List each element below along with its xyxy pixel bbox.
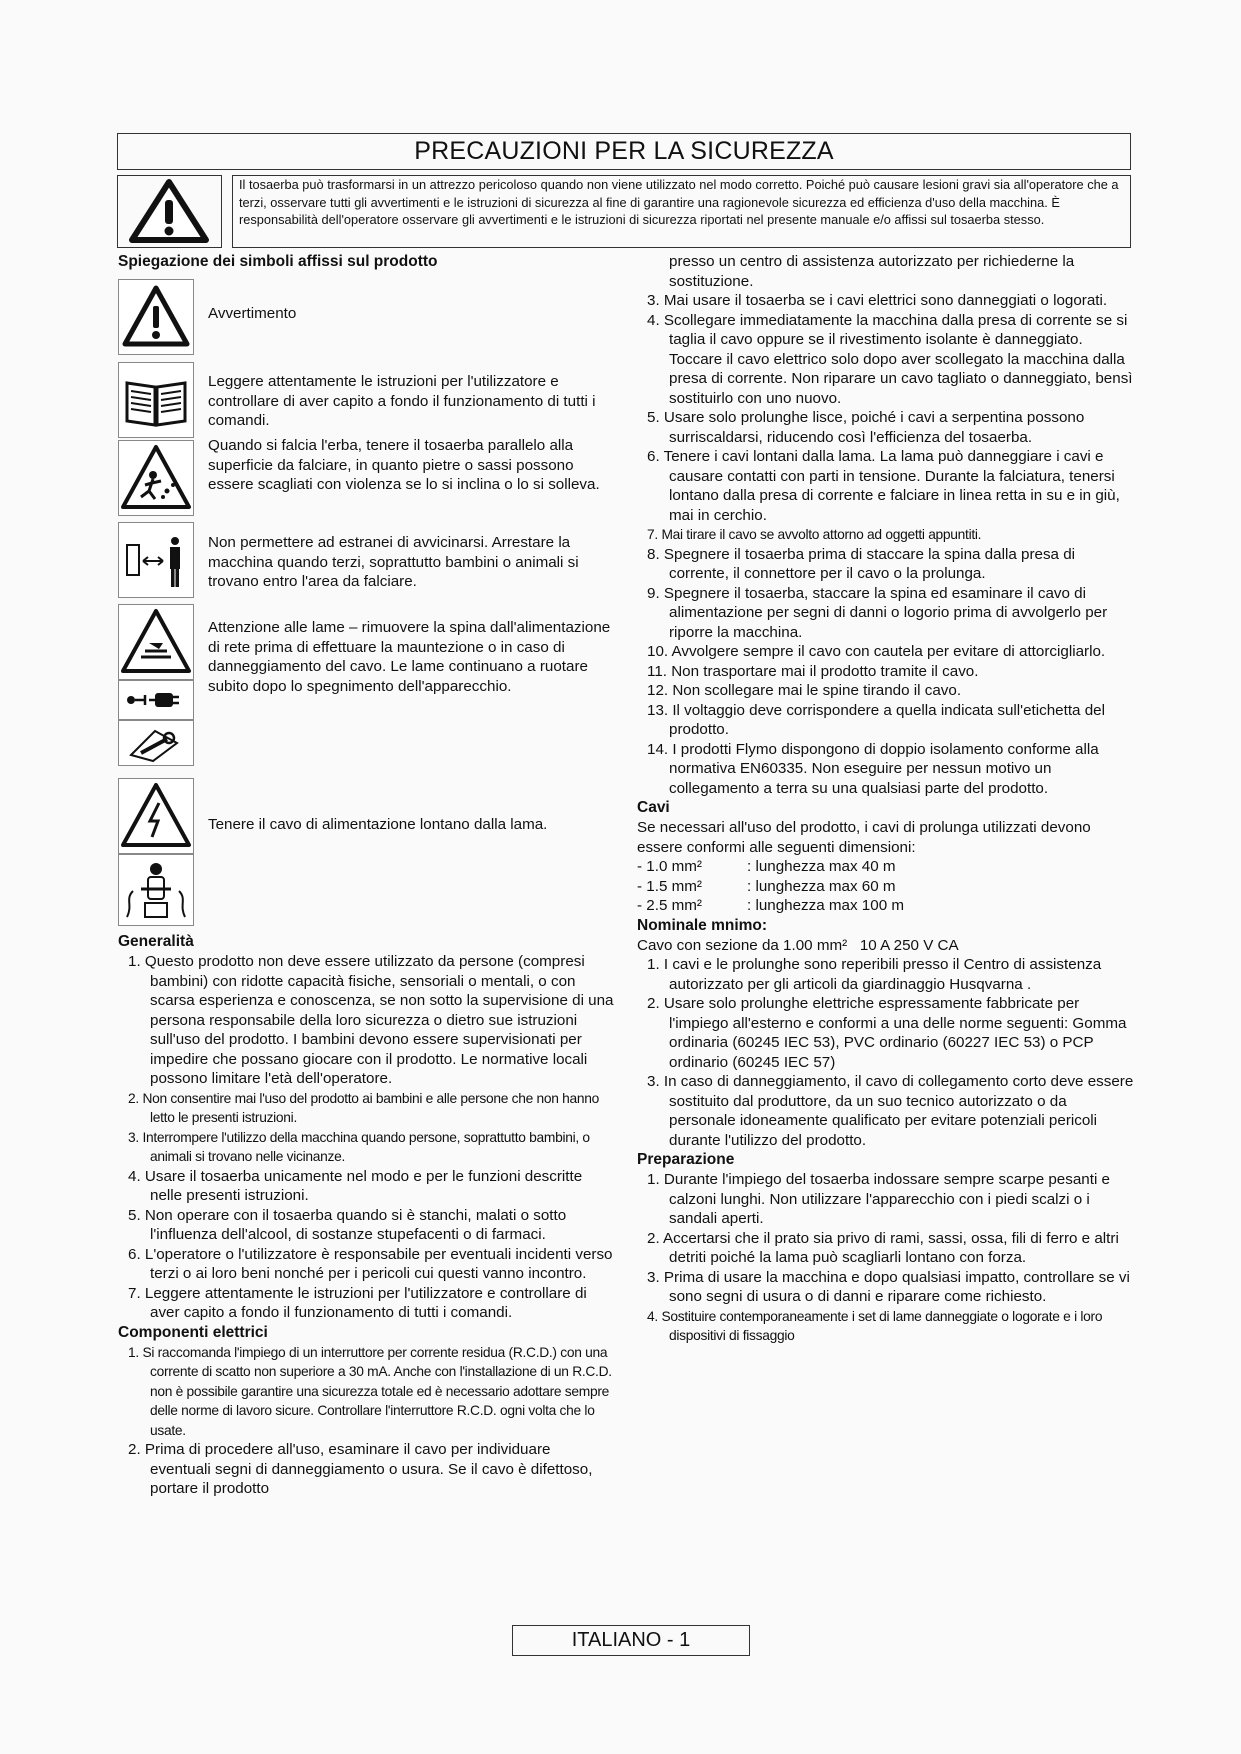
electrical-list-continued	[637, 291, 1134, 798]
list-item: 1. Si raccomanda l'impiego di un interruttore per corrente residua (R.C.D.) con una corrente di scatto non superiore a 30 mA. Anche con l'installazione di un R.C.D. non è possibile garantire una sicurezza totale ed è necessario adottare sempre delle norme di lavoro sicure. Controllare l'interruttore R.C.D. ogni volta che lo usate.	[128, 1344, 612, 1438]
symbol-text: Avvertimento	[208, 305, 297, 322]
list-item: 2. Prima di procedere all'uso, esaminare il cavo per individuare eventuali segni di danneggiamento o usura. Se il cavo è difettoso, portare il prodotto	[128, 1441, 593, 1497]
list-item: 7. Mai tirare il cavo se avvolto attorno ad oggetti appuntiti.	[647, 527, 982, 542]
list-item: 8. Spegnere il tosaerba prima di staccare la spina dalla presa di corrente, il connettore per il cavo o la prolunga.	[647, 545, 1076, 582]
preparazione-heading: Preparazione	[637, 1151, 735, 1168]
list-item: 9. Spegnere il tosaerba, staccare la spina ed esaminare il cavo di alimentazione per segni di danni o logorio prima di avvolgerlo per riporre la macchina.	[647, 584, 1108, 641]
list-item: 3. In caso di danneggiamento, il cavo di collegamento corto deve essere sostituito dal produttore, da un suo tecnico autorizzato o da personale idoneamente qualificato per evitare potenziali pericoli durante l'utilizzo del prodotto.	[647, 1073, 1134, 1149]
page-footer: ITALIANO - 1	[512, 1625, 750, 1656]
keep-distance-icon	[118, 522, 194, 598]
list-item: 1. Questo prodotto non deve essere utilizzato da persone (compresi bambini) con ridotte capacità fisiche, sensoriali o mentali, o con scarsa esperienza e conoscenza, se non sotto la supervisione di una persona responsabile della loro sicurezza o dietro sue istruzioni sull'uso del prodotto. I bambini devono essere supervisionati per impedire che possano giocare con il prodotto. Le normative locali possono limitare l'età dell'operatore.	[128, 953, 614, 1087]
list-item: 5. Non operare con il tosaerba quando si è stanchi, malati o sotto l'influenza dell'alcool, di sostanze stupefacenti o di farmaci.	[128, 1206, 567, 1243]
generalita-heading: Generalità	[118, 933, 194, 950]
list-item: 4. Scollegare immediatamente la macchina dalla presa di corrente se si taglia il cavo oppure se il rivestimento isolante è danneggiato. Toccare il cavo elettrico solo dopo aver scollegato la macchina dalla presa di corrente. Non riparare un cavo tagliato o danneggiato, bensì sostituirlo con uno nuovo.	[647, 311, 1133, 407]
title-box	[117, 133, 1131, 170]
list-item: 3. Mai usare il tosaerba se i cavi elettrici sono danneggiati o logorati.	[647, 292, 1108, 309]
list-item: 11. Non trasportare mai il prodotto tramite il cavo.	[647, 662, 979, 680]
thrown-objects-icon	[118, 440, 194, 516]
continuation-text: presso un centro di assistenza autorizzato per richiederne la sostituzione.	[669, 253, 1075, 290]
manual-book-icon	[118, 362, 194, 438]
list-item: 1. Durante l'impiego del tosaerba indossare sempre scarpe pesanti e calzoni lunghi. Non utilizzare l'apparecchio con i piedi scalzi o i sandali aperti.	[647, 1171, 1111, 1227]
list-item: 13. Il voltaggio deve corrispondere a quella indicata sull'etichetta del prodotto.	[647, 701, 1105, 738]
list-item: 10. Avvolgere sempre il cavo con cautela per evitare di attorcigliarlo.	[647, 643, 1106, 660]
generalita-list	[118, 952, 615, 1323]
cable-size: - 1.0 mm²	[637, 858, 702, 875]
cable-length: : lunghezza max 60 m	[747, 877, 896, 895]
symbol-text: Leggere attentamente le istruzioni per l'utilizzatore e controllare di aver capito a fondo il funzionamento di tutti i comandi.	[208, 373, 596, 429]
list-item: 3. Interrompere l'utilizzo della macchina quando persone, soprattutto bambini, o animali si trovano nelle vicinanze.	[128, 1129, 590, 1164]
list-item: 6. Tenere i cavi lontani dalla lama. La lama può danneggiare i cavi e causare contatti con parti in tensione. Durante la falciatura, tenersi lontano dalla presa di corrente e falciare in linea retta in su e in giù, mai in cerchio.	[647, 448, 1120, 524]
symbol-row-manual	[118, 354, 615, 436]
unplug-icon	[118, 680, 194, 720]
symbol-text: Quando si falcia l'erba, tenere il tosaerba parallelo alla superficie da falciare, in quanto pietre o sassi possono essere scagliati con violenza se lo si inclina o lo si solleva.	[208, 437, 600, 493]
blade-hazard-icon	[118, 604, 194, 680]
warning-icon	[118, 279, 194, 355]
list-item: 2. Usare solo prolunghe elettriche espressamente fabbricate per l'impiego all'esterno e conformi a una delle norme seguenti: Gomma ordinaria (60245 IEC 53), PVC ordinario (60227 IEC 53) o PCP ordinario (60245 IEC 57)	[647, 995, 1127, 1071]
symbols-heading: Spiegazione dei simboli affissi sul prodotto	[118, 253, 438, 270]
maintenance-tool-icon	[118, 720, 194, 766]
left-column	[118, 252, 615, 1499]
cable-length: : lunghezza max 100 m	[747, 897, 905, 914]
symbol-row-blades	[118, 610, 615, 772]
symbol-row-cable	[118, 772, 615, 932]
list-item: 6. L'operatore o l'utilizzatore è responsabile per eventuali incidenti verso terzi o ai loro beni nonché per i pericoli cui questi vanno incontro.	[128, 1245, 613, 1282]
right-column	[637, 252, 1134, 1346]
intro-warning-icon	[117, 175, 222, 248]
cable-size-row	[637, 896, 1134, 916]
cable-size: - 1.5 mm²	[637, 877, 702, 895]
intro-paragraph: Il tosaerba può trasformarsi in un attrezzo pericoloso quando non viene utilizzato nel modo corretto. Poiché può causare lesioni gravi sia all'operatore che a terzi, osservare tutti gli avvertimenti e le istruzioni di sicurezza al fine di garantire una ragionevole sicurezza ed efficienza d'uso della macchina. È responsabilità dell'operatore osservare gli avvertimenti e le istruzioni di sicurezza riportati nel presente manuale e/o affissi sul tosaerba stesso.	[232, 175, 1131, 248]
list-item: 4. Sostituire contemporaneamente i set di lame danneggiate o logorate e i loro dispositivi di fissaggio	[647, 1308, 1103, 1343]
cable-size: - 2.5 mm²	[637, 897, 702, 914]
list-item: 4. Usare il tosaerba unicamente nel modo e per le funzioni descritte nelle presenti istruzioni.	[128, 1167, 583, 1204]
cable-size-row	[637, 877, 1134, 897]
cavi-list	[637, 955, 1134, 1150]
list-item: 2. Accertarsi che il prato sia privo di rami, sassi, ossa, fili di ferro e altri detriti poiché la lama può scagliarli lontano con forza.	[647, 1229, 1119, 1266]
cavi-intro: Se necessari all'uso del prodotto, i cavi di prolunga utilizzati devono essere conformi alle seguenti dimensioni:	[637, 819, 1091, 856]
list-item: 1. I cavi e le prolunghe sono reperibili presso il Centro di assistenza autorizzato per gli articoli da giardinaggio Husqvarna .	[647, 956, 1102, 993]
preparazione-list	[637, 1170, 1134, 1346]
list-item: 5. Usare solo prolunghe lisce, poiché i cavi a serpentina possono surriscaldarsi, riducendo così l'efficienza del tosaerba.	[647, 409, 1085, 446]
symbol-text: Non permettere ad estranei di avvicinarsi. Arrestare la macchina quando terzi, soprattutto bambini o animali si trovano entro l'area da falciare.	[208, 534, 579, 590]
symbol-row-thrown-objects	[118, 436, 615, 522]
nominal-heading: Nominale mnimo:	[637, 916, 768, 934]
list-item: 14. I prodotti Flymo dispongono di doppio isolamento conforme alla normativa EN60335. Non eseguire per nessun motivo un collegamento a terra su una qualsiasi parte del prodotto.	[647, 740, 1099, 797]
componenti-list	[118, 1343, 615, 1499]
symbol-text: Attenzione alle lame – rimuovere la spina dall'alimentazione di rete prima di effettuare la mauntezione o in caso di danneggiamento del cavo. Le lame continuano a ruotare subito dopo lo spegnimento dell'apparecchio.	[208, 619, 611, 695]
list-item: 3. Prima di usare la macchina e dopo qualsiasi impatto, controllare se vi sono segni di usura o di danni e riparare come richiesto.	[647, 1268, 1130, 1305]
electric-cable-icon	[118, 778, 194, 854]
list-item: 2. Non consentire mai l'uso del prodotto ai bambini e alle persone che non hanno letto le presenti istruzioni.	[128, 1090, 600, 1125]
symbol-row-warning	[118, 272, 615, 354]
nominal-value: Cavo con sezione da 1.00 mm² 10 A 250 V CA	[637, 936, 959, 954]
mower-operator-icon	[118, 854, 194, 926]
componenti-heading: Componenti elettrici	[118, 1323, 268, 1341]
symbol-text: Tenere il cavo di alimentazione lontano dalla lama.	[208, 816, 548, 833]
list-item: 7. Leggere attentamente le istruzioni per l'utilizzatore e controllare di aver capito a fondo il funzionamento di tutti i comandi.	[128, 1284, 587, 1321]
cavi-heading: Cavi	[637, 799, 670, 816]
list-item: 12. Non scollegare mai le spine tirando il cavo.	[647, 682, 962, 699]
symbol-row-keep-distance	[118, 522, 615, 610]
page-title: PRECAUZIONI PER LA SICUREZZA	[414, 137, 834, 165]
cable-length: : lunghezza max 40 m	[747, 858, 896, 875]
cable-size-row	[637, 857, 1134, 877]
